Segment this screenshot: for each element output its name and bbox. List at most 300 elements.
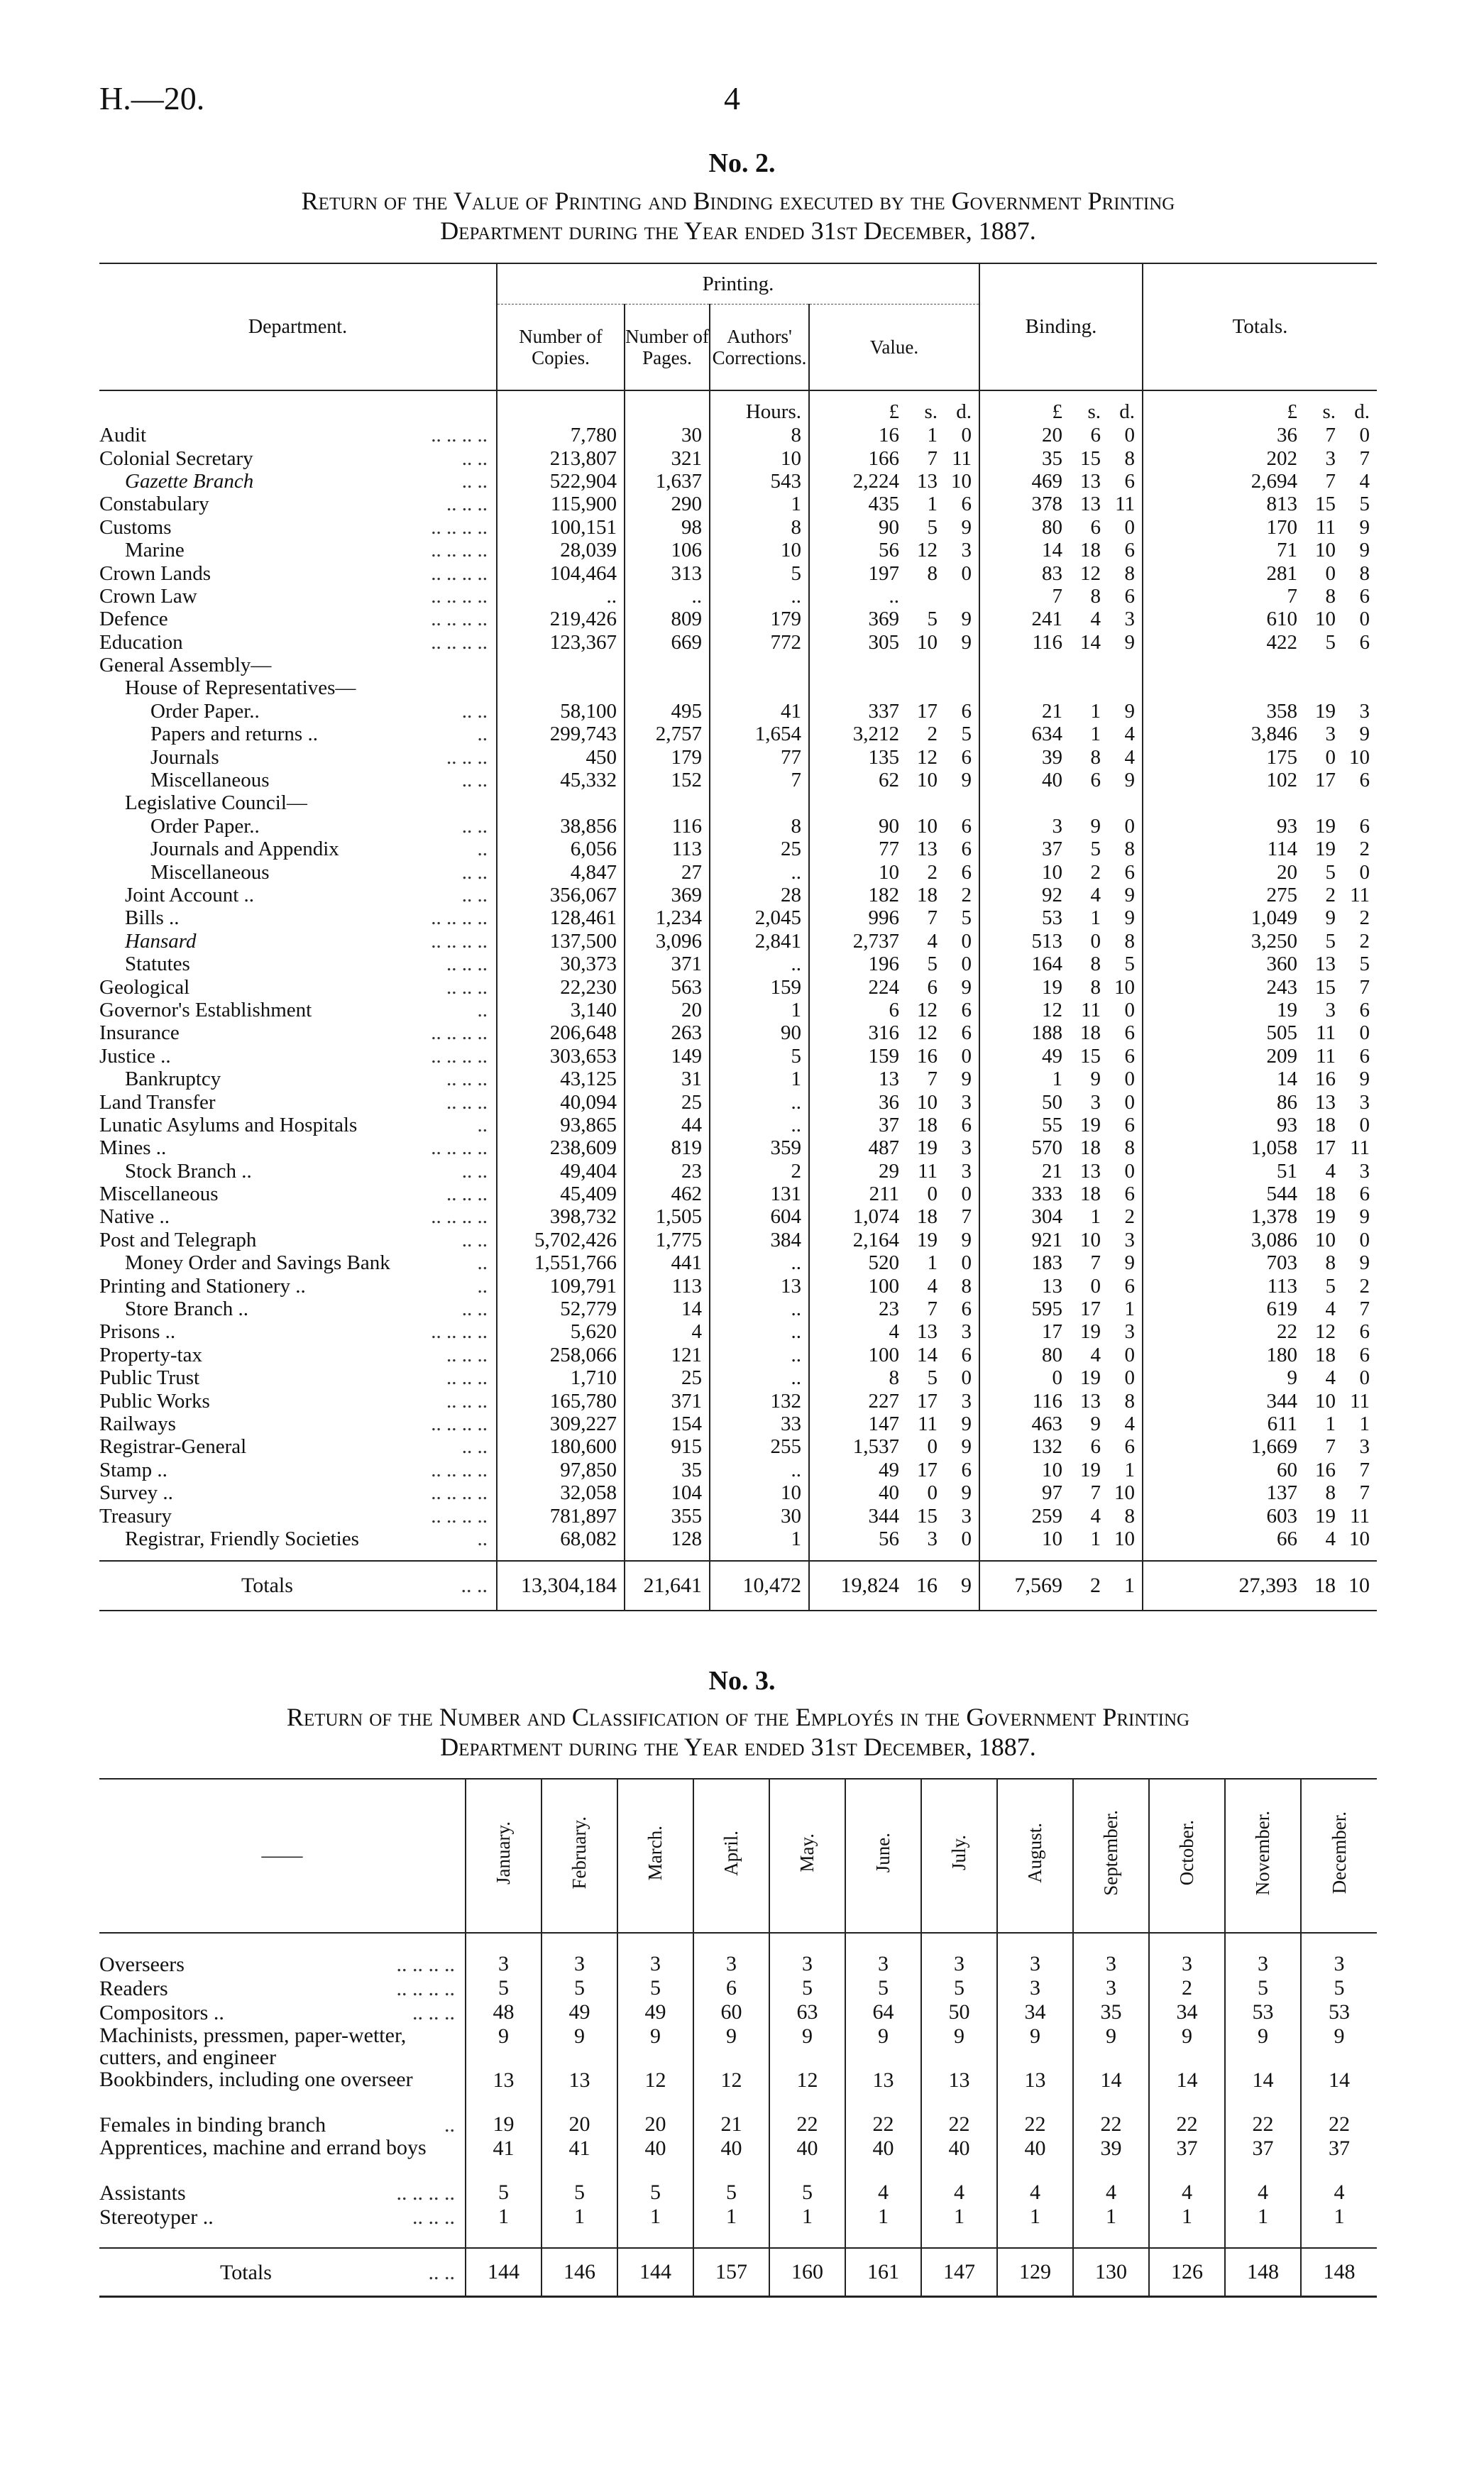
spacer-row (99, 2229, 1377, 2248)
binding-shillings: 15 (1080, 446, 1101, 470)
binding-cell (979, 1320, 1143, 1343)
value-cell (809, 493, 979, 515)
department-row (99, 539, 1377, 561)
binding-pounds: 116 (1032, 630, 1063, 654)
binding-cell (979, 1183, 1143, 1205)
pages-cell: 3,096 (625, 930, 710, 953)
month-header (693, 1779, 769, 1933)
leader-dots: .. .. .. (446, 1343, 488, 1366)
month-count-cell: 49 (542, 2000, 617, 2024)
value-pence: 0 (961, 1251, 972, 1275)
value-pounds: 8 (889, 1366, 900, 1390)
binding-pence: 8 (1124, 838, 1136, 861)
value-shillings: 7 (927, 1298, 938, 1321)
value-pence: 0 (961, 561, 972, 585)
hours-cell: 13 (710, 1274, 809, 1297)
department-row (99, 906, 1377, 929)
department-name: Colonial Secretary (99, 446, 253, 470)
copies-cell: 6,056 (497, 838, 625, 860)
leader-dots: .. .. .. (446, 953, 488, 976)
pages-cell: 98 (625, 516, 710, 539)
binding-pounds: 1 (1052, 1068, 1063, 1091)
totals-cell (1143, 1183, 1377, 1205)
binding-shillings: 14 (1080, 630, 1101, 654)
month-count-cell: 53 (1225, 2000, 1301, 2024)
month-count-cell: 1 (845, 2205, 921, 2229)
department-name-cell (99, 585, 497, 608)
binding-cell (979, 561, 1143, 584)
month-count-cell: 5 (617, 2181, 693, 2205)
hours-unit: Hours. (710, 390, 809, 424)
month-count-cell: 4 (845, 2181, 921, 2205)
value-shillings: 0 (927, 1183, 938, 1206)
totals-pence: 6 (1359, 998, 1370, 1021)
totals-pounds: 1,049 (1251, 906, 1298, 930)
pages-cell: 25 (625, 1090, 710, 1113)
binding-pence: 4 (1124, 745, 1136, 769)
month-count-cell: 20 (542, 2112, 617, 2137)
leader-dots: .. .. .. (446, 493, 488, 516)
binding-pounds: 3 (1052, 814, 1063, 838)
copies-cell: 3,140 (497, 999, 625, 1021)
month-count-cell: 13 (542, 2068, 617, 2112)
binding-shillings: 19 (1080, 1113, 1101, 1136)
department-name: Education (99, 630, 183, 654)
binding-pence: 8 (1124, 1136, 1136, 1160)
binding-shillings: 0 (1090, 929, 1101, 953)
value-pounds: .. (889, 584, 900, 608)
pages-cell (625, 676, 710, 699)
department-name: Prisons .. (99, 1320, 176, 1344)
totals-pence: 6 (1359, 1320, 1370, 1344)
totals-pence: 5 (1359, 953, 1370, 976)
department-name-cell (99, 884, 497, 906)
totals-cell (1143, 446, 1377, 469)
month-count-cell: 3 (921, 1952, 997, 1976)
leader-dots: .. .. (461, 860, 488, 884)
department-row (99, 676, 1377, 699)
month-count-cell: 13 (997, 2068, 1073, 2112)
month-label: August. (1024, 1823, 1045, 1883)
month-header (921, 1779, 997, 1933)
copies-cell: 40,094 (497, 1090, 625, 1113)
totals-cell (1143, 470, 1377, 493)
month-count-cell: 14 (1225, 2068, 1301, 2112)
month-count-cell: 4 (997, 2181, 1073, 2205)
value-pounds: 996 (868, 906, 900, 930)
totals-pence: 7 (1359, 1298, 1370, 1321)
binding-pounds: 21 (1042, 699, 1063, 723)
pages-cell: 313 (625, 561, 710, 584)
value-shillings: 12 (917, 998, 938, 1021)
value-pounds: 1,537 (852, 1435, 900, 1459)
department-name: Money Order and Savings Bank (125, 1251, 390, 1275)
totals-shillings: 10 (1315, 608, 1336, 631)
month-count-cell: 5 (617, 1976, 693, 2000)
leader-dots: .. .. .. .. (431, 1481, 488, 1505)
totals-shillings: 19 (1315, 1205, 1336, 1229)
binding-cell (979, 608, 1143, 630)
totals-cell (1143, 1561, 1377, 1611)
leader-dots: .. .. .. .. (431, 1412, 488, 1435)
pages-cell: 809 (625, 608, 710, 630)
table1-caption-line2: Department during the Year ended 31st December, 1887. (440, 216, 1036, 245)
totals-cell (1143, 791, 1377, 814)
month-count-cell: 14 (1149, 2068, 1225, 2112)
month-header (1301, 1779, 1377, 1933)
department-name-cell (99, 424, 497, 446)
month-count-cell: 9 (845, 2024, 921, 2068)
classification-label: Overseers (99, 1952, 185, 1976)
totals-pounds: 358 (1266, 699, 1298, 723)
leader-dots: .. .. .. (446, 1090, 488, 1114)
month-count-cell: 1 (542, 2205, 617, 2229)
month-count-cell: 13 (466, 2068, 542, 2112)
value-cell (809, 1229, 979, 1251)
binding-shillings: 13 (1080, 493, 1101, 516)
value-shillings: 5 (927, 515, 938, 539)
totals-pounds: 14 (1277, 1068, 1298, 1091)
value-pence: 6 (961, 699, 972, 723)
hours-cell: .. (710, 1459, 809, 1481)
binding-pounds: 50 (1042, 1090, 1063, 1114)
hours-cell: 5 (710, 1045, 809, 1068)
hours-cell: 7 (710, 769, 809, 791)
value-pence: 3 (961, 1389, 972, 1413)
department-name: Papers and returns .. (150, 723, 318, 746)
binding-pounds: 469 (1031, 469, 1063, 493)
department-name: Bankruptcy (125, 1068, 221, 1091)
copies-cell: 43,125 (497, 1068, 625, 1090)
copies-cell: 309,227 (497, 1413, 625, 1435)
department-name: Journals (150, 745, 219, 769)
totals-pounds: 2,694 (1251, 469, 1298, 493)
value-cell (809, 953, 979, 975)
pages-cell: 128 (625, 1528, 710, 1550)
department-name-cell (99, 1114, 497, 1136)
binding-shillings: 13 (1080, 1159, 1101, 1183)
value-cell (809, 1021, 979, 1044)
totals-pence: 9 (1359, 539, 1370, 562)
department-name-cell (99, 1481, 497, 1504)
binding-pounds: 40 (1042, 769, 1063, 792)
value-shillings: 1 (927, 424, 938, 447)
hours-cell: 179 (710, 608, 809, 630)
month-count-cell: 1 (1225, 2205, 1301, 2229)
value-shillings: 8 (927, 561, 938, 585)
copies-header: Number of Copies. (497, 305, 625, 391)
binding-pounds: 513 (1031, 929, 1063, 953)
totals-cell (1143, 1136, 1377, 1159)
value-pence: 9 (961, 1068, 972, 1091)
department-name: Defence (99, 608, 168, 631)
department-name: Bills .. (125, 906, 180, 930)
department-row (99, 1229, 1377, 1251)
month-count-cell: 9 (693, 2024, 769, 2068)
leader-dots: .. .. .. .. (431, 1458, 488, 1481)
department-name: Native .. (99, 1205, 170, 1229)
value-cell (809, 769, 979, 791)
value-pence: 0 (961, 1183, 972, 1206)
binding-pence: 0 (1124, 1068, 1136, 1091)
value-pounds: 2,224 (852, 469, 900, 493)
month-count-cell: 3 (1073, 1952, 1149, 1976)
binding-pounds: 634 (1031, 723, 1063, 746)
binding-pounds: 595 (1031, 1298, 1063, 1321)
department-row (99, 1183, 1377, 1205)
binding-pounds: 0 (1052, 1366, 1063, 1390)
totals-pence: 2 (1359, 929, 1370, 953)
value-shillings: 5 (927, 953, 938, 976)
month-count-cell: 37 (1301, 2137, 1377, 2181)
totals-pounds: 610 (1266, 608, 1298, 631)
department-name: Public Trust (99, 1366, 200, 1390)
department-row (99, 470, 1377, 493)
employee-row (99, 1952, 1377, 1976)
department-name-cell (99, 1136, 497, 1159)
binding-cell (979, 906, 1143, 929)
department-name: House of Representatives— (125, 676, 356, 700)
leader-dots: .. .. .. .. (431, 539, 488, 562)
table2-corner: —— (99, 1779, 466, 1933)
totals-shillings: 3 (1325, 446, 1336, 470)
totals-cell (1143, 1504, 1377, 1527)
copies-cell: 4,847 (497, 860, 625, 883)
month-header (466, 1779, 542, 1933)
totals-shillings: 3 (1325, 723, 1336, 746)
copies-cell: 93,865 (497, 1114, 625, 1136)
totals-pence: 6 (1359, 1044, 1370, 1068)
department-name: Journals and Appendix (150, 838, 339, 861)
copies-cell: 32,058 (497, 1481, 625, 1504)
binding-pounds: 21 (1042, 1159, 1063, 1183)
binding-cell (979, 723, 1143, 745)
value-pence (938, 585, 972, 608)
pages-cell: 371 (625, 1389, 710, 1412)
value-pence: 6 (961, 1021, 972, 1045)
pages-cell: 495 (625, 700, 710, 723)
value-cell (809, 791, 979, 814)
pages-cell: 563 (625, 975, 710, 998)
month-label: January. (493, 1821, 514, 1885)
value-cell (809, 1160, 979, 1183)
value-pounds: 135 (868, 745, 900, 769)
month-count-cell: 3 (1149, 1952, 1225, 1976)
month-label: November. (1252, 1810, 1273, 1896)
totals-shillings: 8 (1325, 1251, 1336, 1275)
leader-dots: .. .. .. (412, 2205, 455, 2229)
department-name-cell (99, 723, 497, 745)
copies-cell: 30,373 (497, 953, 625, 975)
month-count-cell: 39 (1073, 2137, 1149, 2181)
totals-pounds: 603 (1266, 1504, 1298, 1528)
month-count-cell: 1 (921, 2205, 997, 2229)
value-pence: 3 (961, 1090, 972, 1114)
totals-pence: 3 (1359, 1090, 1370, 1114)
totals-pence: 0 (1359, 1113, 1370, 1136)
hours-cell: 384 (710, 1229, 809, 1251)
month-count-cell: 3 (997, 1976, 1073, 2000)
employee-row (99, 2112, 1377, 2137)
month-count-cell: 5 (769, 2181, 845, 2205)
hours-cell: 33 (710, 1413, 809, 1435)
binding-pounds: 333 (1031, 1183, 1063, 1206)
copies-cell: 7,780 (497, 424, 625, 446)
pages-cell: 121 (625, 1344, 710, 1366)
totals-pence: 6 (1359, 630, 1370, 654)
totals-shillings: 18 (1315, 1113, 1336, 1136)
employees-table (99, 1778, 1377, 2298)
month-count-cell: 4 (1301, 2181, 1377, 2205)
value-pounds: 3,212 (852, 723, 900, 746)
totals-shillings: 16 (1315, 1068, 1336, 1091)
value-cell (809, 1504, 979, 1527)
classification-cell (99, 2000, 466, 2024)
month-count-cell: 9 (542, 2024, 617, 2068)
value-pounds: 29 (879, 1159, 900, 1183)
value-pence: 5 (961, 723, 972, 746)
month-count-cell: 9 (1225, 2024, 1301, 2068)
binding-cell (979, 1229, 1143, 1251)
hours-cell: 2,045 (710, 906, 809, 929)
copies-cell: 45,409 (497, 1183, 625, 1205)
month-count-cell: 1 (997, 2205, 1073, 2229)
hours-cell: .. (710, 1366, 809, 1389)
value-pence: 6 (961, 1113, 972, 1136)
binding-shillings: 12 (1080, 561, 1101, 585)
copies-cell: 58,100 (497, 700, 625, 723)
month-count-cell: 148 (1301, 2248, 1377, 2297)
binding-shillings: 19 (1080, 1458, 1101, 1481)
binding-pence: 10 (1114, 1481, 1136, 1505)
totals-shillings: 13 (1315, 953, 1336, 976)
totals-pounds: 51 (1277, 1159, 1298, 1183)
leader-dots: .. .. .. .. (431, 1320, 488, 1344)
pages-cell: 149 (625, 1045, 710, 1068)
totals-pence: 7 (1359, 446, 1370, 470)
totals-shillings: 15 (1315, 493, 1336, 516)
value-pence: 0 (961, 424, 972, 447)
totals-pounds: 1,058 (1251, 1136, 1298, 1160)
month-count-cell: 22 (1149, 2112, 1225, 2137)
copies-cell: .. (497, 585, 625, 608)
hours-cell: 10 (710, 446, 809, 469)
pages-cell: 1,637 (625, 470, 710, 493)
department-row (99, 930, 1377, 953)
totals-cell (1143, 1045, 1377, 1068)
value-pence: 9 (961, 630, 972, 654)
binding-cell (979, 1459, 1143, 1481)
binding-pounds: 116 (1032, 1389, 1063, 1413)
department-row (99, 654, 1377, 676)
month-count-cell: 5 (845, 1976, 921, 2000)
department-row (99, 631, 1377, 654)
department-name-cell (99, 860, 497, 883)
value-pence: 8 (961, 1274, 972, 1298)
pages-cell: 355 (625, 1504, 710, 1527)
value-shillings: 18 (917, 884, 938, 906)
value-cell (809, 424, 979, 446)
totals-cell (1143, 884, 1377, 906)
department-name: Survey .. (99, 1481, 173, 1505)
value-shillings: 18 (917, 1113, 938, 1136)
department-row (99, 975, 1377, 998)
month-count-cell: 64 (845, 2000, 921, 2024)
totals-cell (1143, 676, 1377, 699)
totals-cell (1143, 953, 1377, 975)
department-name-cell (99, 1413, 497, 1435)
series-number: H.—20. (99, 80, 205, 116)
value-pence: 10 (951, 469, 972, 493)
value-shillings: 7 (927, 446, 938, 470)
month-count-cell: 40 (769, 2137, 845, 2181)
hours-cell (710, 654, 809, 676)
pages-cell: 1,775 (625, 1229, 710, 1251)
value-shillings: 1 (927, 493, 938, 516)
table1-number: No. 2. (708, 148, 776, 178)
binding-cell (979, 1205, 1143, 1228)
department-name-cell (99, 1528, 497, 1550)
pages-cell: 44 (625, 1114, 710, 1136)
value-pence-unit: d. (956, 400, 972, 423)
leader-dots: .. .. (461, 1435, 488, 1459)
month-count-cell: 41 (466, 2137, 542, 2181)
employee-row (99, 2137, 1377, 2181)
month-count-cell: 3 (997, 1952, 1073, 1976)
month-count-cell: 1 (1149, 2205, 1225, 2229)
value-shillings: 12 (917, 1021, 938, 1045)
department-name-cell (99, 1160, 497, 1183)
binding-pence: 8 (1124, 1504, 1136, 1528)
month-count-cell: 14 (1301, 2068, 1377, 2112)
department-name: Geological (99, 975, 190, 999)
value-shillings: 2 (927, 723, 938, 746)
month-header (845, 1779, 921, 1933)
value-pence: 9 (961, 515, 972, 539)
binding-pence: 6 (1124, 1435, 1136, 1459)
hours-cell: 8 (710, 815, 809, 838)
hours-cell (710, 791, 809, 814)
department-name-cell (99, 446, 497, 469)
totals-cell (1143, 745, 1377, 768)
totals-shillings: 0 (1325, 745, 1336, 769)
department-row (99, 1068, 1377, 1090)
binding-pounds: 17 (1042, 1320, 1063, 1344)
month-count-cell: 3 (617, 1952, 693, 1976)
value-pence: 0 (961, 1527, 972, 1550)
binding-shillings: 4 (1090, 1504, 1101, 1528)
value-cell (809, 446, 979, 469)
department-name: Constabulary (99, 493, 209, 516)
binding-pence: 6 (1124, 1183, 1136, 1206)
value-pounds: 435 (868, 493, 900, 516)
value-pence: 11 (952, 446, 972, 470)
value-shillings: 2 (927, 860, 938, 884)
pages-cell: 1,234 (625, 906, 710, 929)
value-cell (809, 539, 979, 561)
totals-pounds: 1,669 (1251, 1435, 1298, 1459)
value-cell (809, 1183, 979, 1205)
leader-dots: .. (477, 838, 488, 861)
value-pounds: 56 (879, 539, 900, 562)
binding-cell (979, 1344, 1143, 1366)
pages-cell: 4 (625, 1320, 710, 1343)
month-count-cell: 160 (769, 2248, 845, 2297)
binding-shillings: 6 (1090, 1435, 1101, 1459)
value-pence: 9 (961, 1435, 972, 1459)
department-row (99, 1344, 1377, 1366)
month-count-cell: 9 (466, 2024, 542, 2068)
